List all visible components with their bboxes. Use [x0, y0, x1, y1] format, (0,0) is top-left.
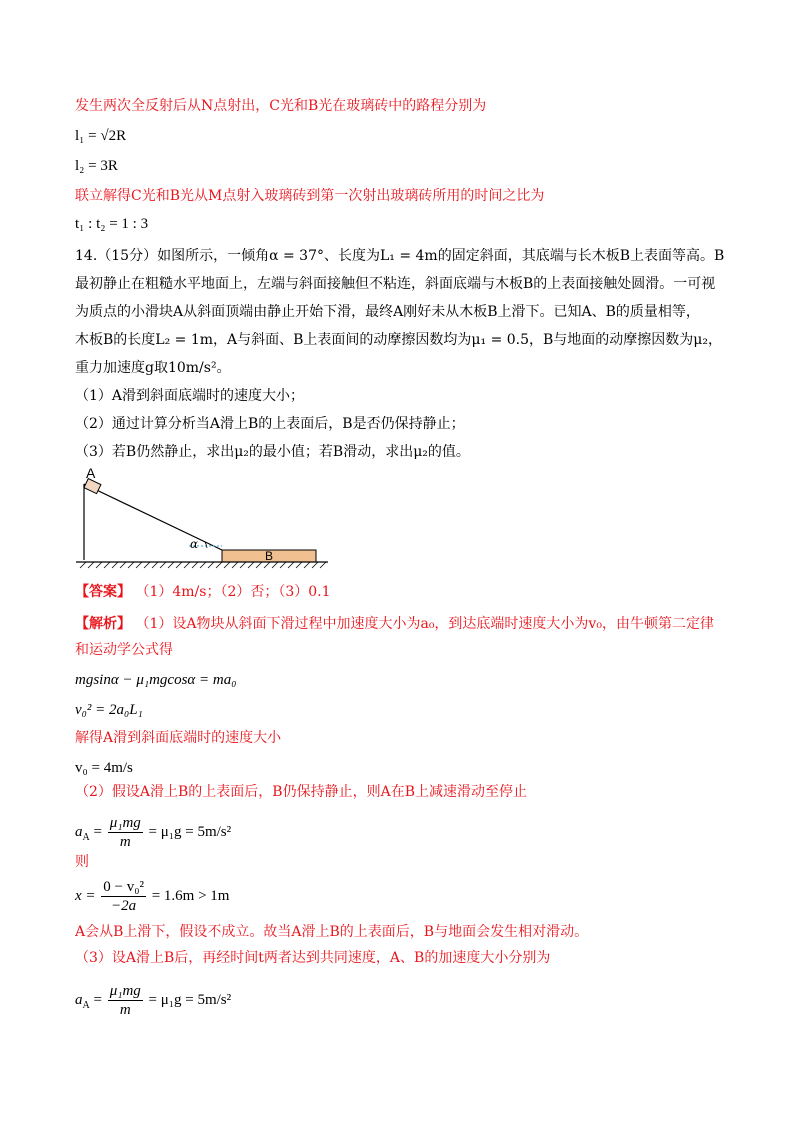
- equation-aA-symbol-2: a: [75, 992, 83, 1008]
- fraction-x: [101, 878, 146, 915]
- label-alpha: α: [190, 537, 199, 551]
- fraction-aA-2-numerator: μ₁mg: [109, 983, 141, 1000]
- fraction-aA-numerator: μ₁mg: [109, 815, 141, 832]
- fraction-aA-denominator: m: [119, 834, 131, 851]
- sub-question-1: （1）A滑到斜面底端时的速度大小；: [75, 388, 305, 404]
- fraction-aA-2: [108, 982, 143, 1019]
- sub-question-3: （3）若B仍然静止，求出μ₂的最小值；若B滑动，求出μ₂的值。: [75, 444, 470, 460]
- solve-text-5: （3）设A滑上B后，再经时间t两者达到共同速度，A、B的加速度大小分别为: [75, 950, 551, 966]
- equation-aA-1: $a_A$ = $\frac{\text{μ₁mg}}{m}$ = μ₁g = 5m/s²: [75, 815, 232, 851]
- question-14-line-1: 14.（15分）如图所示，一倾角α = 37°、长度为L₁ = 4m的固定斜面，其底端与长木板B上表面等高。B: [75, 248, 725, 264]
- incline-diagram: [72, 462, 332, 570]
- analysis-line-2: 和运动学公式得: [75, 642, 173, 658]
- question-14-line-3: 为质点的小滑块A从斜面顶端由静止开始下滑，最终A刚好未从木板B上滑下。已知A、B的质量相等，: [75, 304, 700, 320]
- sub-question-2: （2）通过计算分析当A滑上B的上表面后，B是否仍保持静止；: [75, 416, 465, 432]
- equation-v0: v₀ = 4m/s: [75, 760, 133, 776]
- answer-text: （1）4m/s；（2）否；（3）0.1: [135, 584, 331, 600]
- text-red-2: 联立解得C光和B光从M点射入玻璃砖到第一次射出玻璃砖所用的时间之比为: [75, 188, 545, 204]
- equation-aA-2-rhs: = μ₁g = 5m/s²: [148, 992, 232, 1008]
- question-14-line-4: 木板B的长度L₂ = 1m，A与斜面、B上表面间的动摩擦因数均为μ₁ = 0.5，B与地面的动摩擦因数为μ₂，: [75, 332, 723, 348]
- equation-time-ratio: t₁ : t₂ = 1 : 3: [75, 216, 149, 232]
- label-a: A: [86, 465, 96, 481]
- equation-aA-rhs: = μ₁g = 5m/s²: [148, 824, 232, 840]
- equation-aA-2: $a_A$ = $\frac{\text{μ₁mg}}{m}$ = μ₁g = 5m/s²: [75, 983, 232, 1019]
- equation-l2: l₂ = 3R: [75, 158, 118, 174]
- solve-text-4: A会从B上滑下，假设不成立。故当A滑上B的上表面后，B与地面会发生相对滑动。: [75, 924, 589, 940]
- equation-x-lhs: x =: [75, 888, 96, 904]
- fraction-x-numerator: 0 − v₀²: [103, 879, 144, 896]
- text-red-1: 发生两次全反射后从N点射出，C光和B光在玻璃砖中的路程分别为: [75, 98, 487, 114]
- equation-newton: mgsinα − μ₁mgcosα = ma₀: [75, 672, 237, 688]
- question-14-line-2: 最初静止在粗糙水平地面上，左端与斜面接触但不粘连，斜面底端与木板B的上表面接触处圆滑。一可视: [75, 276, 716, 292]
- equation-x-rhs: = 1.6m > 1m: [151, 888, 230, 904]
- question-14-line-5: 重力加速度g取10m/s²。: [75, 360, 231, 376]
- label-b: B: [265, 549, 274, 563]
- analysis-tag: 【解析】: [75, 616, 131, 632]
- analysis-text-1: （1）设A物块从斜面下滑过程中加速度大小为a₀，到达底端时速度大小为v₀，由牛顿第二定律: [135, 616, 714, 632]
- fraction-aA: [108, 814, 143, 851]
- analysis-line-1: [75, 614, 714, 634]
- equation-kinematic: v₀² = 2a₀L₁: [75, 702, 143, 718]
- equation-aA-symbol: a: [75, 824, 83, 840]
- equation-x: [75, 876, 229, 916]
- fraction-x-denominator: −2a: [111, 898, 137, 915]
- fraction-aA-2-denominator: m: [119, 1002, 131, 1019]
- answer-tag: 【答案】: [75, 584, 131, 600]
- solve-text-3: 则: [75, 854, 89, 870]
- solve-text-1: 解得A滑到斜面底端时的速度大小: [75, 730, 282, 746]
- answer-line: [75, 582, 331, 602]
- solve-text-2: （2）假设A滑上B的上表面后，B仍保持静止，则A在B上减速滑动至停止: [75, 784, 527, 800]
- equation-l1: l₁ = √2R: [75, 128, 127, 144]
